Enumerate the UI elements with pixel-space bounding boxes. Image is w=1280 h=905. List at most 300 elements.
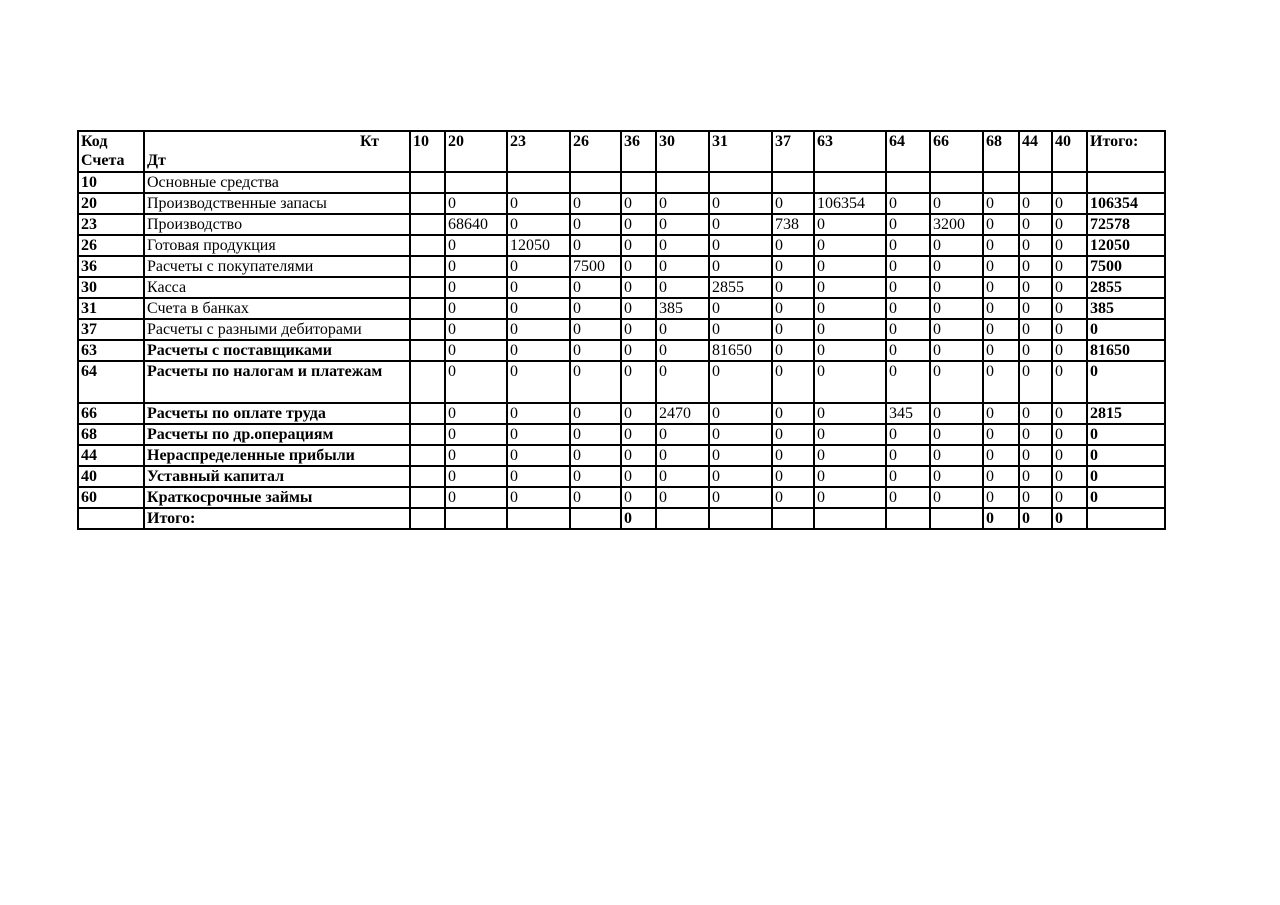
amount-cell: 0 — [445, 235, 507, 256]
table-row — [78, 298, 1165, 319]
amount-cell: 0 — [709, 424, 772, 445]
footer-amount-cell — [886, 508, 930, 529]
amount-cell: 0 — [930, 466, 983, 487]
header-row — [78, 131, 1165, 172]
amount-cell: 0 — [656, 340, 709, 361]
amount-cell — [410, 403, 445, 424]
footer-amount-cell: 0 — [621, 508, 656, 529]
amount-cell: 0 — [983, 361, 1019, 403]
column-header: 64 — [886, 131, 930, 172]
footer-label-cell: Итого: — [144, 508, 410, 529]
amount-cell: 0 — [930, 298, 983, 319]
footer-code-cell — [78, 508, 144, 529]
amount-cell: 0 — [983, 277, 1019, 298]
amount-cell: 0 — [930, 445, 983, 466]
amount-cell: 0 — [1019, 445, 1052, 466]
amount-cell: 0 — [772, 487, 814, 508]
amount-cell — [410, 256, 445, 277]
footer-amount-cell — [507, 508, 570, 529]
table-row — [78, 361, 1165, 403]
amount-cell: 0 — [772, 445, 814, 466]
amount-cell: 0 — [1052, 235, 1087, 256]
column-header: 37 — [772, 131, 814, 172]
header-credit-label: Кт — [359, 133, 379, 150]
amount-cell: 0 — [570, 487, 621, 508]
footer-amount-cell: 0 — [1052, 508, 1087, 529]
amount-cell: 0 — [1019, 340, 1052, 361]
account-name-cell: Уставный капитал — [144, 466, 410, 487]
amount-cell: 0 — [709, 445, 772, 466]
account-code-cell: 44 — [78, 445, 144, 466]
amount-cell: 0 — [709, 235, 772, 256]
amount-cell: 0 — [570, 235, 621, 256]
footer-amount-cell — [656, 508, 709, 529]
amount-cell: 0 — [445, 256, 507, 277]
amount-cell: 2855 — [709, 277, 772, 298]
amount-cell: 0 — [621, 487, 656, 508]
amount-cell: 0 — [621, 403, 656, 424]
amount-cell: 0 — [886, 445, 930, 466]
amount-cell: 0 — [886, 277, 930, 298]
account-name-cell: Расчеты по налогам и платежам — [144, 361, 410, 403]
amount-cell: 0 — [445, 193, 507, 214]
amount-cell: 0 — [445, 298, 507, 319]
amount-cell: 0 — [570, 193, 621, 214]
amount-cell: 0 — [570, 466, 621, 487]
row-total-cell: 385 — [1087, 298, 1165, 319]
amount-cell: 0 — [507, 256, 570, 277]
amount-cell: 0 — [656, 277, 709, 298]
column-header: 44 — [1019, 131, 1052, 172]
column-header: 23 — [507, 131, 570, 172]
amount-cell: 0 — [1019, 298, 1052, 319]
amount-cell: 0 — [772, 403, 814, 424]
account-code-cell: 31 — [78, 298, 144, 319]
amount-cell: 0 — [886, 424, 930, 445]
amount-cell: 0 — [709, 193, 772, 214]
amount-cell: 0 — [983, 466, 1019, 487]
amount-cell: 0 — [814, 298, 886, 319]
amount-cell — [410, 298, 445, 319]
amount-cell: 0 — [656, 319, 709, 340]
amount-cell: 385 — [656, 298, 709, 319]
amount-cell — [410, 466, 445, 487]
amount-cell: 0 — [886, 214, 930, 235]
amount-cell: 0 — [983, 403, 1019, 424]
amount-cell: 0 — [709, 466, 772, 487]
amount-cell: 0 — [772, 193, 814, 214]
amount-cell: 0 — [930, 487, 983, 508]
amount-cell — [656, 172, 709, 193]
amount-cell: 0 — [621, 214, 656, 235]
footer-amount-cell — [772, 508, 814, 529]
amount-cell: 0 — [886, 340, 930, 361]
amount-cell: 0 — [930, 319, 983, 340]
amount-cell: 0 — [709, 256, 772, 277]
amount-cell: 0 — [709, 361, 772, 403]
footer-amount-cell — [709, 508, 772, 529]
amount-cell: 0 — [983, 256, 1019, 277]
account-code-cell: 30 — [78, 277, 144, 298]
account-code-cell: 63 — [78, 340, 144, 361]
amount-cell: 0 — [1052, 256, 1087, 277]
amount-cell: 3200 — [930, 214, 983, 235]
amount-cell: 0 — [814, 403, 886, 424]
amount-cell: 0 — [621, 361, 656, 403]
amount-cell: 0 — [1019, 214, 1052, 235]
amount-cell: 0 — [930, 403, 983, 424]
amount-cell: 0 — [507, 340, 570, 361]
amount-cell — [445, 172, 507, 193]
footer-amount-cell: 0 — [983, 508, 1019, 529]
table-row — [78, 214, 1165, 235]
amount-cell: 0 — [1019, 277, 1052, 298]
account-code-cell: 26 — [78, 235, 144, 256]
row-total-cell: 0 — [1087, 319, 1165, 340]
amount-cell: 0 — [507, 319, 570, 340]
amount-cell: 0 — [1052, 487, 1087, 508]
amount-cell: 0 — [1052, 445, 1087, 466]
amount-cell: 0 — [621, 277, 656, 298]
amount-cell — [410, 172, 445, 193]
amount-cell: 0 — [621, 424, 656, 445]
account-name-cell: Расчеты с поставщиками — [144, 340, 410, 361]
amount-cell: 0 — [1019, 361, 1052, 403]
amount-cell: 0 — [1019, 319, 1052, 340]
table-row — [78, 487, 1165, 508]
amount-cell: 0 — [507, 487, 570, 508]
row-total-cell: 2855 — [1087, 277, 1165, 298]
amount-cell: 81650 — [709, 340, 772, 361]
amount-cell: 0 — [814, 424, 886, 445]
amount-cell: 0 — [814, 340, 886, 361]
amount-cell: 0 — [983, 340, 1019, 361]
table-row — [78, 403, 1165, 424]
table-row — [78, 319, 1165, 340]
amount-cell: 0 — [507, 424, 570, 445]
footer-amount-cell — [445, 508, 507, 529]
amount-cell — [410, 424, 445, 445]
amount-cell: 0 — [656, 256, 709, 277]
amount-cell: 0 — [709, 298, 772, 319]
amount-cell: 0 — [1052, 340, 1087, 361]
amount-cell: 0 — [445, 319, 507, 340]
account-code-cell: 64 — [78, 361, 144, 403]
amount-cell: 12050 — [507, 235, 570, 256]
amount-cell: 0 — [507, 298, 570, 319]
amount-cell — [983, 172, 1019, 193]
amount-cell: 0 — [772, 361, 814, 403]
amount-cell: 738 — [772, 214, 814, 235]
amount-cell: 0 — [1019, 403, 1052, 424]
amount-cell: 0 — [1052, 298, 1087, 319]
column-header: 10 — [410, 131, 445, 172]
account-code-cell: 10 — [78, 172, 144, 193]
account-correspondence-table — [77, 130, 1166, 530]
account-code-cell: 68 — [78, 424, 144, 445]
amount-cell: 7500 — [570, 256, 621, 277]
amount-cell: 0 — [814, 361, 886, 403]
amount-cell: 0 — [709, 487, 772, 508]
account-name-cell: Расчеты с разными дебиторами — [144, 319, 410, 340]
column-header: 63 — [814, 131, 886, 172]
column-header: 30 — [656, 131, 709, 172]
amount-cell: 0 — [621, 235, 656, 256]
column-header: 40 — [1052, 131, 1087, 172]
amount-cell: 0 — [507, 361, 570, 403]
account-name-cell: Производственные запасы — [144, 193, 410, 214]
footer-amount-cell: 0 — [1019, 508, 1052, 529]
amount-cell: 0 — [507, 214, 570, 235]
amount-cell: 0 — [507, 193, 570, 214]
amount-cell: 0 — [621, 193, 656, 214]
amount-cell: 0 — [814, 235, 886, 256]
amount-cell — [814, 172, 886, 193]
amount-cell: 0 — [814, 445, 886, 466]
amount-cell: 0 — [930, 277, 983, 298]
amount-cell: 0 — [656, 361, 709, 403]
account-code-cell: 36 — [78, 256, 144, 277]
column-header: 36 — [621, 131, 656, 172]
amount-cell: 0 — [656, 445, 709, 466]
amount-cell: 0 — [709, 403, 772, 424]
amount-cell: 0 — [445, 487, 507, 508]
amount-cell — [410, 445, 445, 466]
table-row — [78, 445, 1165, 466]
account-code-cell: 37 — [78, 319, 144, 340]
column-header: 66 — [930, 131, 983, 172]
amount-cell: 0 — [656, 214, 709, 235]
account-code-cell: 20 — [78, 193, 144, 214]
amount-cell: 0 — [772, 235, 814, 256]
amount-cell: 0 — [1052, 361, 1087, 403]
amount-cell: 0 — [1019, 487, 1052, 508]
amount-cell: 0 — [1019, 256, 1052, 277]
amount-cell: 0 — [886, 298, 930, 319]
amount-cell — [507, 172, 570, 193]
amount-cell: 0 — [1052, 466, 1087, 487]
amount-cell: 0 — [983, 319, 1019, 340]
amount-cell — [410, 277, 445, 298]
amount-cell: 345 — [886, 403, 930, 424]
amount-cell: 0 — [983, 235, 1019, 256]
table-row — [78, 256, 1165, 277]
amount-cell: 0 — [507, 466, 570, 487]
footer-amount-cell — [570, 508, 621, 529]
amount-cell: 0 — [983, 487, 1019, 508]
amount-cell: 0 — [507, 445, 570, 466]
row-total-cell — [1087, 172, 1165, 193]
column-header: 31 — [709, 131, 772, 172]
amount-cell: 0 — [656, 424, 709, 445]
amount-cell: 0 — [656, 487, 709, 508]
row-total-cell: 2815 — [1087, 403, 1165, 424]
header-code-cell — [78, 131, 144, 172]
column-header: 26 — [570, 131, 621, 172]
row-total-cell: 0 — [1087, 487, 1165, 508]
amount-cell: 0 — [930, 235, 983, 256]
row-total-cell: 72578 — [1087, 214, 1165, 235]
footer-total-cell — [1087, 508, 1165, 529]
amount-cell: 0 — [621, 319, 656, 340]
amount-cell: 0 — [621, 466, 656, 487]
amount-cell: 0 — [930, 424, 983, 445]
footer-amount-cell — [410, 508, 445, 529]
amount-cell: 0 — [445, 466, 507, 487]
amount-cell: 0 — [1052, 424, 1087, 445]
table-row — [78, 340, 1165, 361]
amount-cell: 0 — [621, 445, 656, 466]
amount-cell: 0 — [445, 403, 507, 424]
amount-cell: 0 — [983, 298, 1019, 319]
account-name-cell: Счета в банках — [144, 298, 410, 319]
amount-cell: 2470 — [656, 403, 709, 424]
amount-cell: 68640 — [445, 214, 507, 235]
amount-cell: 0 — [570, 403, 621, 424]
amount-cell — [410, 193, 445, 214]
amount-cell — [410, 340, 445, 361]
table-body — [78, 131, 1165, 529]
amount-cell: 0 — [930, 193, 983, 214]
account-name-cell: Краткосрочные займы — [144, 487, 410, 508]
amount-cell — [410, 487, 445, 508]
row-total-cell: 12050 — [1087, 235, 1165, 256]
amount-cell — [621, 172, 656, 193]
footer-amount-cell — [814, 508, 886, 529]
amount-cell — [410, 214, 445, 235]
amount-cell: 0 — [772, 340, 814, 361]
amount-cell: 0 — [886, 256, 930, 277]
amount-cell: 0 — [1052, 214, 1087, 235]
amount-cell: 0 — [570, 319, 621, 340]
amount-cell: 0 — [983, 193, 1019, 214]
amount-cell: 0 — [814, 487, 886, 508]
amount-cell: 0 — [1019, 235, 1052, 256]
account-name-cell: Расчеты по др.операциям — [144, 424, 410, 445]
account-name-cell: Расчеты по оплате труда — [144, 403, 410, 424]
amount-cell — [772, 172, 814, 193]
amount-cell — [1052, 172, 1087, 193]
account-code-cell: 40 — [78, 466, 144, 487]
amount-cell: 0 — [507, 277, 570, 298]
amount-cell: 0 — [570, 361, 621, 403]
amount-cell: 0 — [1052, 277, 1087, 298]
amount-cell: 0 — [814, 214, 886, 235]
row-total-cell: 7500 — [1087, 256, 1165, 277]
amount-cell: 0 — [621, 256, 656, 277]
row-total-cell: 0 — [1087, 445, 1165, 466]
amount-cell — [930, 172, 983, 193]
amount-cell: 0 — [983, 424, 1019, 445]
amount-cell: 0 — [1052, 403, 1087, 424]
column-header: 20 — [445, 131, 507, 172]
row-total-cell: 106354 — [1087, 193, 1165, 214]
header-code-line2: Счета — [81, 152, 125, 169]
header-debit-label: Дт — [147, 152, 166, 169]
table-row — [78, 193, 1165, 214]
row-total-cell: 0 — [1087, 361, 1165, 403]
amount-cell: 0 — [1052, 319, 1087, 340]
amount-cell: 0 — [1019, 424, 1052, 445]
amount-cell: 0 — [445, 277, 507, 298]
amount-cell: 0 — [772, 277, 814, 298]
account-name-cell: Основные средства — [144, 172, 410, 193]
amount-cell — [410, 361, 445, 403]
amount-cell: 0 — [886, 361, 930, 403]
account-code-cell: 60 — [78, 487, 144, 508]
amount-cell — [570, 172, 621, 193]
account-name-cell: Готовая продукция — [144, 235, 410, 256]
amount-cell: 0 — [983, 214, 1019, 235]
amount-cell: 0 — [772, 298, 814, 319]
table-row — [78, 172, 1165, 193]
account-name-cell: Расчеты с покупателями — [144, 256, 410, 277]
amount-cell: 0 — [772, 319, 814, 340]
amount-cell: 0 — [1019, 466, 1052, 487]
amount-cell — [709, 172, 772, 193]
amount-cell: 0 — [445, 424, 507, 445]
amount-cell: 0 — [930, 361, 983, 403]
amount-cell: 0 — [570, 445, 621, 466]
amount-cell: 0 — [886, 319, 930, 340]
amount-cell: 0 — [886, 235, 930, 256]
amount-cell: 0 — [709, 214, 772, 235]
amount-cell — [886, 172, 930, 193]
account-code-cell: 66 — [78, 403, 144, 424]
amount-cell: 0 — [656, 235, 709, 256]
row-total-cell: 81650 — [1087, 340, 1165, 361]
table-row — [78, 424, 1165, 445]
amount-cell: 0 — [656, 193, 709, 214]
amount-cell: 0 — [814, 466, 886, 487]
amount-cell: 0 — [570, 277, 621, 298]
amount-cell: 0 — [445, 340, 507, 361]
table-row — [78, 277, 1165, 298]
amount-cell — [410, 235, 445, 256]
row-total-cell: 0 — [1087, 466, 1165, 487]
amount-cell: 0 — [886, 466, 930, 487]
amount-cell: 0 — [1052, 193, 1087, 214]
amount-cell: 106354 — [814, 193, 886, 214]
amount-cell: 0 — [814, 319, 886, 340]
amount-cell — [410, 319, 445, 340]
amount-cell: 0 — [709, 319, 772, 340]
column-header: 68 — [983, 131, 1019, 172]
amount-cell: 0 — [621, 298, 656, 319]
header-code-line1: Код — [81, 133, 108, 150]
account-code-cell: 23 — [78, 214, 144, 235]
amount-cell: 0 — [772, 466, 814, 487]
amount-cell: 0 — [814, 277, 886, 298]
table-row — [78, 466, 1165, 487]
amount-cell: 0 — [570, 298, 621, 319]
row-total-cell: 0 — [1087, 424, 1165, 445]
amount-cell: 0 — [1019, 193, 1052, 214]
account-name-cell: Нераспределенные прибыли — [144, 445, 410, 466]
amount-cell: 0 — [570, 340, 621, 361]
amount-cell: 0 — [983, 445, 1019, 466]
footer-total-row — [78, 508, 1165, 529]
amount-cell: 0 — [772, 424, 814, 445]
amount-cell: 0 — [445, 445, 507, 466]
amount-cell: 0 — [886, 487, 930, 508]
account-name-cell: Касса — [144, 277, 410, 298]
amount-cell: 0 — [621, 340, 656, 361]
account-name-cell: Производство — [144, 214, 410, 235]
amount-cell: 0 — [772, 256, 814, 277]
table-row — [78, 235, 1165, 256]
amount-cell — [1019, 172, 1052, 193]
